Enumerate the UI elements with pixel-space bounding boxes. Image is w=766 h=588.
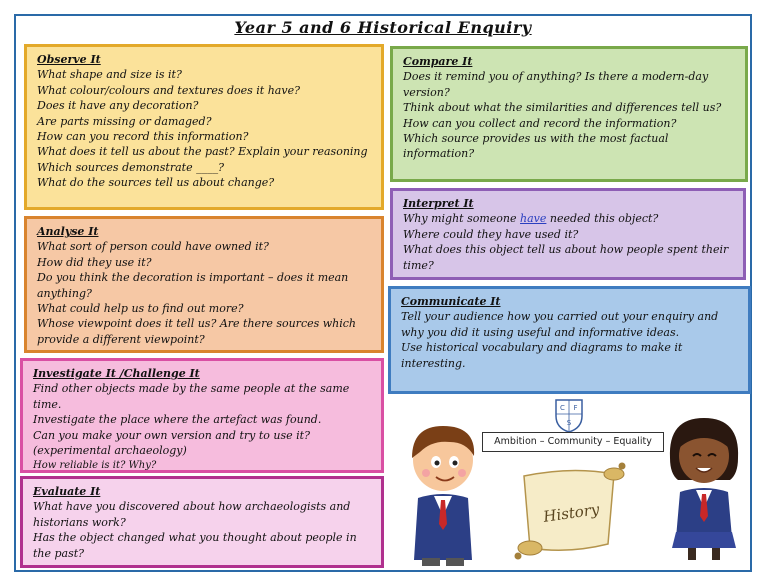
boy-illustration-icon [398,420,488,570]
analyse-line: Whose viewpoint does it tell us? Are there sources which provide a different viewpoint? [37,317,357,346]
communicate-line: Tell your audience how you carried out your enquiry and why you did it using useful and informative ideas. [401,310,719,339]
interpret-line: What does this object tell us about how people spent their time? [403,243,729,272]
scroll-word: History [542,500,601,526]
compare-it-heading: Compare It [403,55,473,68]
analyse-line: Do you think the decoration is important – does it mean anything? [37,271,349,300]
investigate-line: Find other objects made by the same people at the same time. [33,382,350,411]
observe-line: Does it have any decoration? [37,99,199,113]
evaluate-line: What have you discovered about how archaeologists and historians work? [33,500,351,529]
compare-it-panel [390,46,748,182]
compare-line: Which source provides us with the most factual information? [403,132,669,161]
compare-line: Think about what the similarities and differences tell us? [403,101,722,115]
evaluate-it-heading: Evaluate It [33,485,101,498]
interpret-it-panel [390,188,746,280]
compare-line: How can you collect and record the information? [403,116,677,130]
analyse-it-heading: Analyse It [37,225,99,238]
interpret-it-heading: Interpret It [403,197,474,210]
history-scroll-icon [510,460,634,564]
school-motto: Ambition – Community – Equality [482,432,664,452]
interpret-line: Where could they have used it? [403,227,579,241]
analyse-line: What sort of person could have owned it? [37,240,269,254]
page-title: Year 5 and 6 Historical Enquiry [234,18,532,37]
observe-line: What does it tell us about the past? Explain your reasoning [37,145,368,159]
communicate-it-heading: Communicate It [401,295,501,308]
communicate-it-panel [388,286,751,394]
crest-letter: F [573,404,578,412]
observe-line: Which sources demonstrate ____? [37,160,224,174]
highlighted-word: have [520,212,547,226]
observe-line: What colour/colours and textures does it have? [37,83,300,97]
investigate-line: Investigate the place where the artefact was found. [33,413,322,427]
observe-line: What shape and size is it? [37,68,182,82]
observe-it-panel [24,44,384,210]
evaluate-it-panel [20,476,384,568]
compare-line: Does it remind you of anything? Is there a modern-day version? [403,70,709,99]
observe-line: What do the sources tell us about change? [37,176,275,190]
girl-illustration-icon [662,414,746,564]
evaluate-line: Has the object changed what you thought about people in the past? [33,531,357,560]
communicate-line: Use historical vocabulary and diagrams to make it interesting. [401,341,683,370]
analyse-line: What could help us to find out more? [37,302,244,316]
crest-letter: S [566,419,572,427]
interpret-line-start: Why might someone [403,212,521,226]
interpret-line [403,211,735,226]
investigate-line: Can you make your own version and try to use it? (experimental archaeology) [33,428,310,458]
observe-line: Are parts missing or damaged? [37,114,212,128]
interpret-line-end: needed this object? [546,212,659,226]
investigate-line: How reliable is it? Why? [33,460,157,472]
observe-it-heading: Observe It [37,53,101,66]
analyse-it-panel [24,216,384,353]
investigate-it-heading: Investigate It /Challenge It [33,367,200,380]
analyse-line: How did they use it? [37,255,152,269]
investigate-it-panel [20,358,384,473]
school-crest-icon [554,398,584,434]
crest-letter: C [560,404,565,412]
observe-line: How can you record this information? [37,130,249,144]
